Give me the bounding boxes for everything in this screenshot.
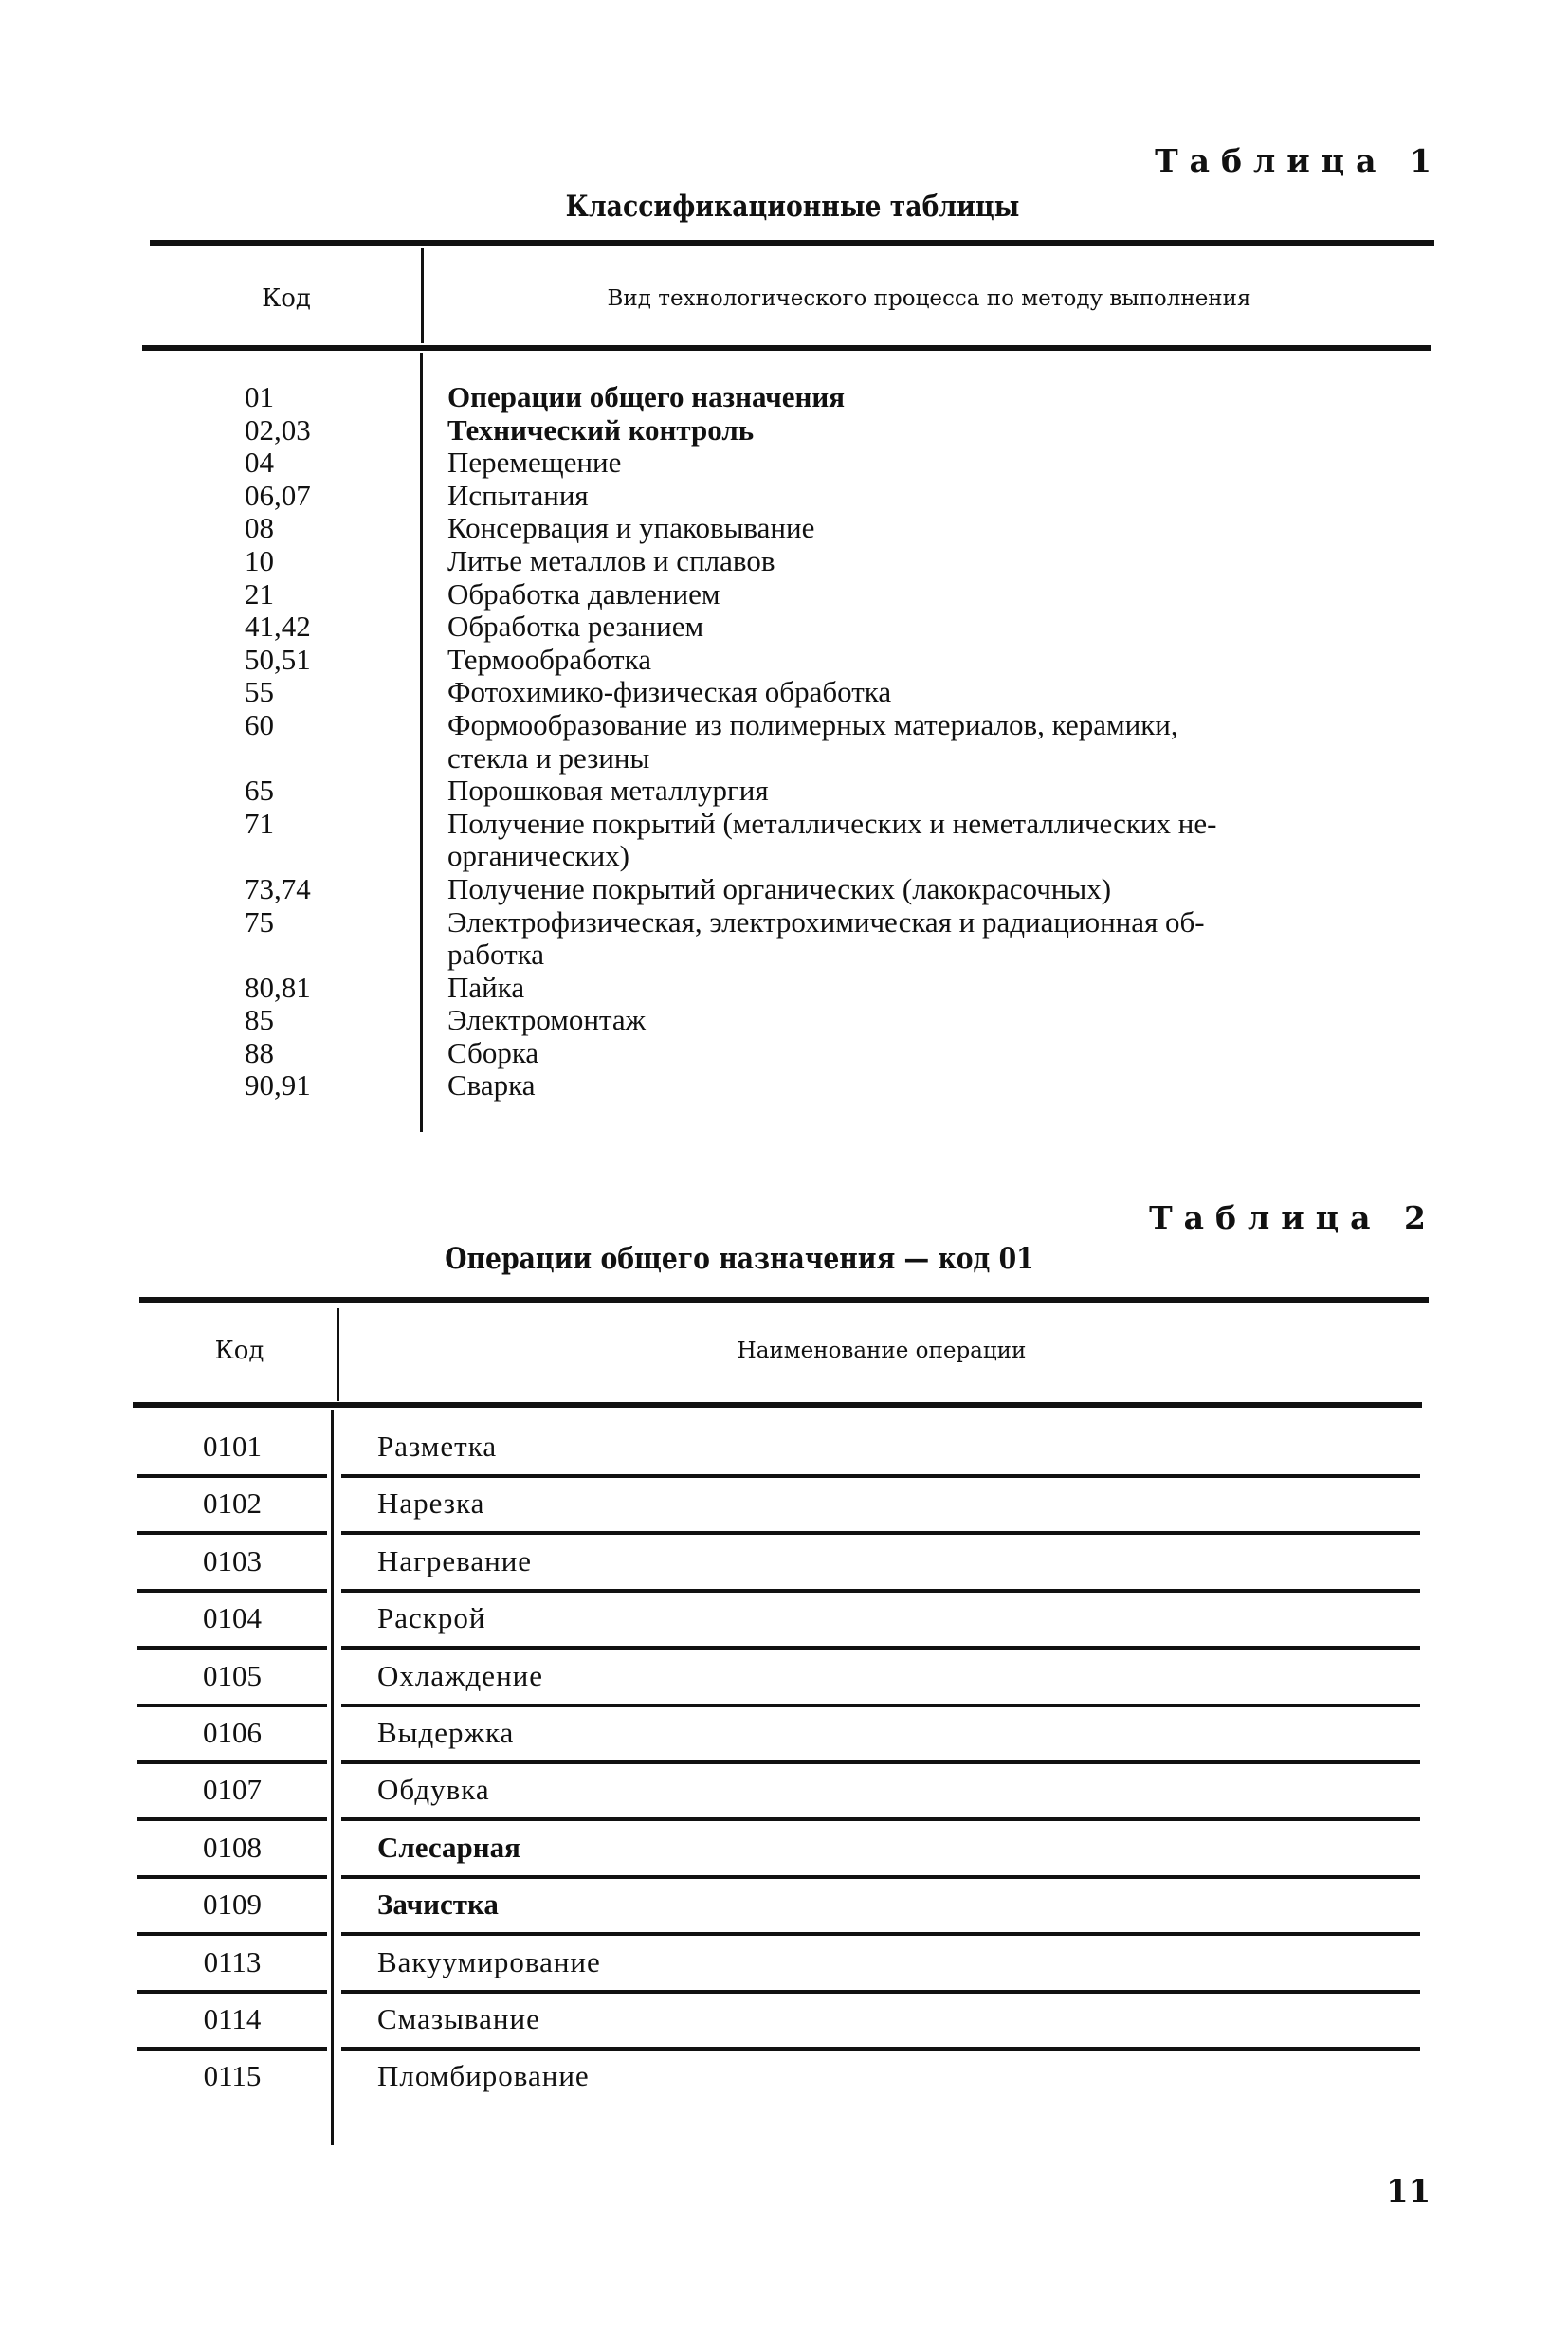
table2-code: 0101 (203, 1430, 262, 1463)
table1-body-divider (420, 353, 423, 1132)
row-rule (341, 1474, 1420, 1478)
table2-row (0, 1995, 1568, 2051)
table2-code: 0115 (203, 2059, 262, 2093)
table1-code: 06,07 (245, 478, 311, 512)
table2-row (0, 1651, 1568, 1708)
table1-code: 60 (245, 707, 274, 741)
table1-code: 55 (245, 675, 274, 709)
table1-top-rule (150, 240, 1434, 246)
table1-code: 73,74 (245, 871, 311, 905)
row-rule (341, 2047, 1420, 2051)
table1-code: 10 (245, 543, 274, 577)
table2-row (0, 1422, 1568, 1479)
table1-header-rule (142, 345, 1431, 351)
table2-label: Таблица 2 (1149, 1199, 1437, 1236)
table2-row (0, 1880, 1568, 1937)
table1-description-line: Получение покрытий (металлических и неметаллических не- (447, 806, 1217, 840)
table1-code: 75 (245, 904, 274, 939)
table1-code: 88 (245, 1035, 274, 1069)
row-rule (137, 2047, 327, 2051)
table2-row (0, 1537, 1568, 1594)
table1-code: 02,03 (245, 412, 311, 447)
table2-name: Слесарная (377, 1830, 520, 1864)
table2-row (0, 1479, 1568, 1536)
table1-description-line: стекла и резины (447, 740, 650, 775)
table1-header-divider (421, 248, 424, 343)
table2-title: Операции общего назначения — код 01 (445, 1242, 1034, 1276)
table1-description-line: органических) (447, 839, 630, 873)
table2-name: Смазывание (377, 2002, 540, 2035)
table1-description: Электромонтаж (447, 1003, 647, 1037)
row-rule (341, 1704, 1420, 1707)
row-rule (137, 1531, 327, 1535)
table2-row (0, 1594, 1568, 1650)
table1-code: 01 (245, 380, 274, 413)
table2-header-rule (133, 1402, 1422, 1408)
page-number: 11 (1386, 2173, 1431, 2211)
row-rule (137, 1704, 327, 1707)
table1-description-wrapped (447, 709, 1433, 775)
row-rule (341, 1817, 1420, 1821)
table2-row (0, 1823, 1568, 1880)
table1-description: Обработка давлением (447, 576, 720, 611)
table1-code: 71 (245, 806, 274, 840)
table2-code: 0105 (203, 1658, 262, 1692)
table1-description-line: Электрофизическая, электрохимическая и радиационная об- (447, 904, 1205, 939)
table2-name: Нагревание (377, 1543, 533, 1577)
table2-code: 0109 (203, 1887, 262, 1922)
table1-description-wrapped (447, 906, 1433, 972)
row-rule (341, 1990, 1420, 1994)
table2-header-code: Код (214, 1337, 264, 1365)
table1-code: 50,51 (245, 642, 311, 676)
table2-row (0, 2051, 1568, 2108)
table1-code: 04 (245, 446, 274, 480)
row-rule (137, 1760, 327, 1764)
table1-description: Фотохимико-физическая обработка (447, 675, 892, 709)
row-rule (137, 1589, 327, 1593)
table1-description-column (447, 381, 1433, 1103)
table2-name: Разметка (377, 1430, 498, 1463)
table2-name: Обдувка (377, 1773, 490, 1807)
table1-code: 41,42 (245, 610, 311, 644)
table1-description: Перемещение (447, 446, 622, 480)
table2-code: 0114 (203, 2002, 262, 2035)
table1-description: Термообработка (447, 642, 651, 676)
row-rule (341, 1932, 1420, 1936)
table2-name: Нарезка (377, 1486, 485, 1521)
table1-code-spacer (245, 840, 415, 873)
table1-description: Операции общего назначения (447, 380, 845, 413)
table2-code: 0102 (203, 1486, 262, 1521)
table2-code: 0108 (203, 1830, 262, 1864)
row-rule (341, 1875, 1420, 1879)
table2-code: 0107 (203, 1773, 262, 1807)
table1-description: Пайка (447, 970, 525, 1004)
table1-description: Литье металлов и сплавов (447, 543, 775, 577)
table1-header-code: Код (262, 284, 311, 313)
table1-code-spacer (245, 939, 415, 972)
table2-header-name: Наименование операции (737, 1339, 1027, 1363)
table1-code: 80,81 (245, 970, 311, 1004)
row-rule (341, 1646, 1420, 1650)
table2-row (0, 1938, 1568, 1995)
table1-description-line: Формообразование из полимерных материалов, керамики, (447, 707, 1178, 741)
table1-code-spacer (245, 742, 415, 775)
row-rule (137, 1990, 327, 1994)
table1-code: 08 (245, 511, 274, 545)
table2-name: Выдержка (377, 1716, 515, 1749)
table1-description: Сборка (447, 1035, 539, 1069)
row-rule (341, 1760, 1420, 1764)
table1-code: 65 (245, 774, 274, 808)
table1-code: 21 (245, 576, 274, 611)
table1-label: Таблица 1 (1155, 142, 1443, 179)
row-rule (137, 1646, 327, 1650)
table2-name: Вакуумирование (377, 1944, 601, 1978)
table1-description-line: работка (447, 938, 545, 972)
table2-body (0, 1422, 1568, 2142)
table1-description: Получение покрытий органических (лакокрасочных) (447, 871, 1112, 905)
row-rule (137, 1817, 327, 1821)
table2-top-rule (139, 1297, 1429, 1303)
table1-description: Порошковая металлургия (447, 774, 769, 808)
table2-code: 0103 (203, 1543, 262, 1577)
table1-description: Сварка (447, 1068, 536, 1103)
table1-description: Испытания (447, 478, 589, 512)
table1-code-column (245, 381, 415, 1103)
table2-code: 0104 (203, 1601, 262, 1635)
table1-code: 90,91 (245, 1068, 311, 1103)
row-rule (137, 1875, 327, 1879)
row-rule (341, 1531, 1420, 1535)
table1-title: Классификационные таблицы (565, 190, 1020, 224)
table2-name: Зачистка (377, 1887, 499, 1922)
table1-description: Обработка резанием (447, 610, 704, 644)
table2-code: 0113 (203, 1944, 262, 1978)
table2-row (0, 1708, 1568, 1765)
row-rule (137, 1474, 327, 1478)
table2-code: 0106 (203, 1716, 262, 1749)
table2-row (0, 1765, 1568, 1822)
table1-description-wrapped (447, 808, 1433, 873)
table2-name: Раскрой (377, 1601, 486, 1635)
table2-name: Пломбирование (377, 2059, 590, 2093)
table1-description: Технический контроль (447, 412, 755, 447)
table1-code: 85 (245, 1003, 274, 1037)
table2-header-divider (337, 1308, 339, 1401)
table1-description: Консервация и упаковывание (447, 511, 815, 545)
table2-name: Охлаждение (377, 1658, 544, 1692)
table1-header-description: Вид технологического процесса по методу выполнения (607, 286, 1251, 311)
row-rule (137, 1932, 327, 1936)
row-rule (341, 1589, 1420, 1593)
